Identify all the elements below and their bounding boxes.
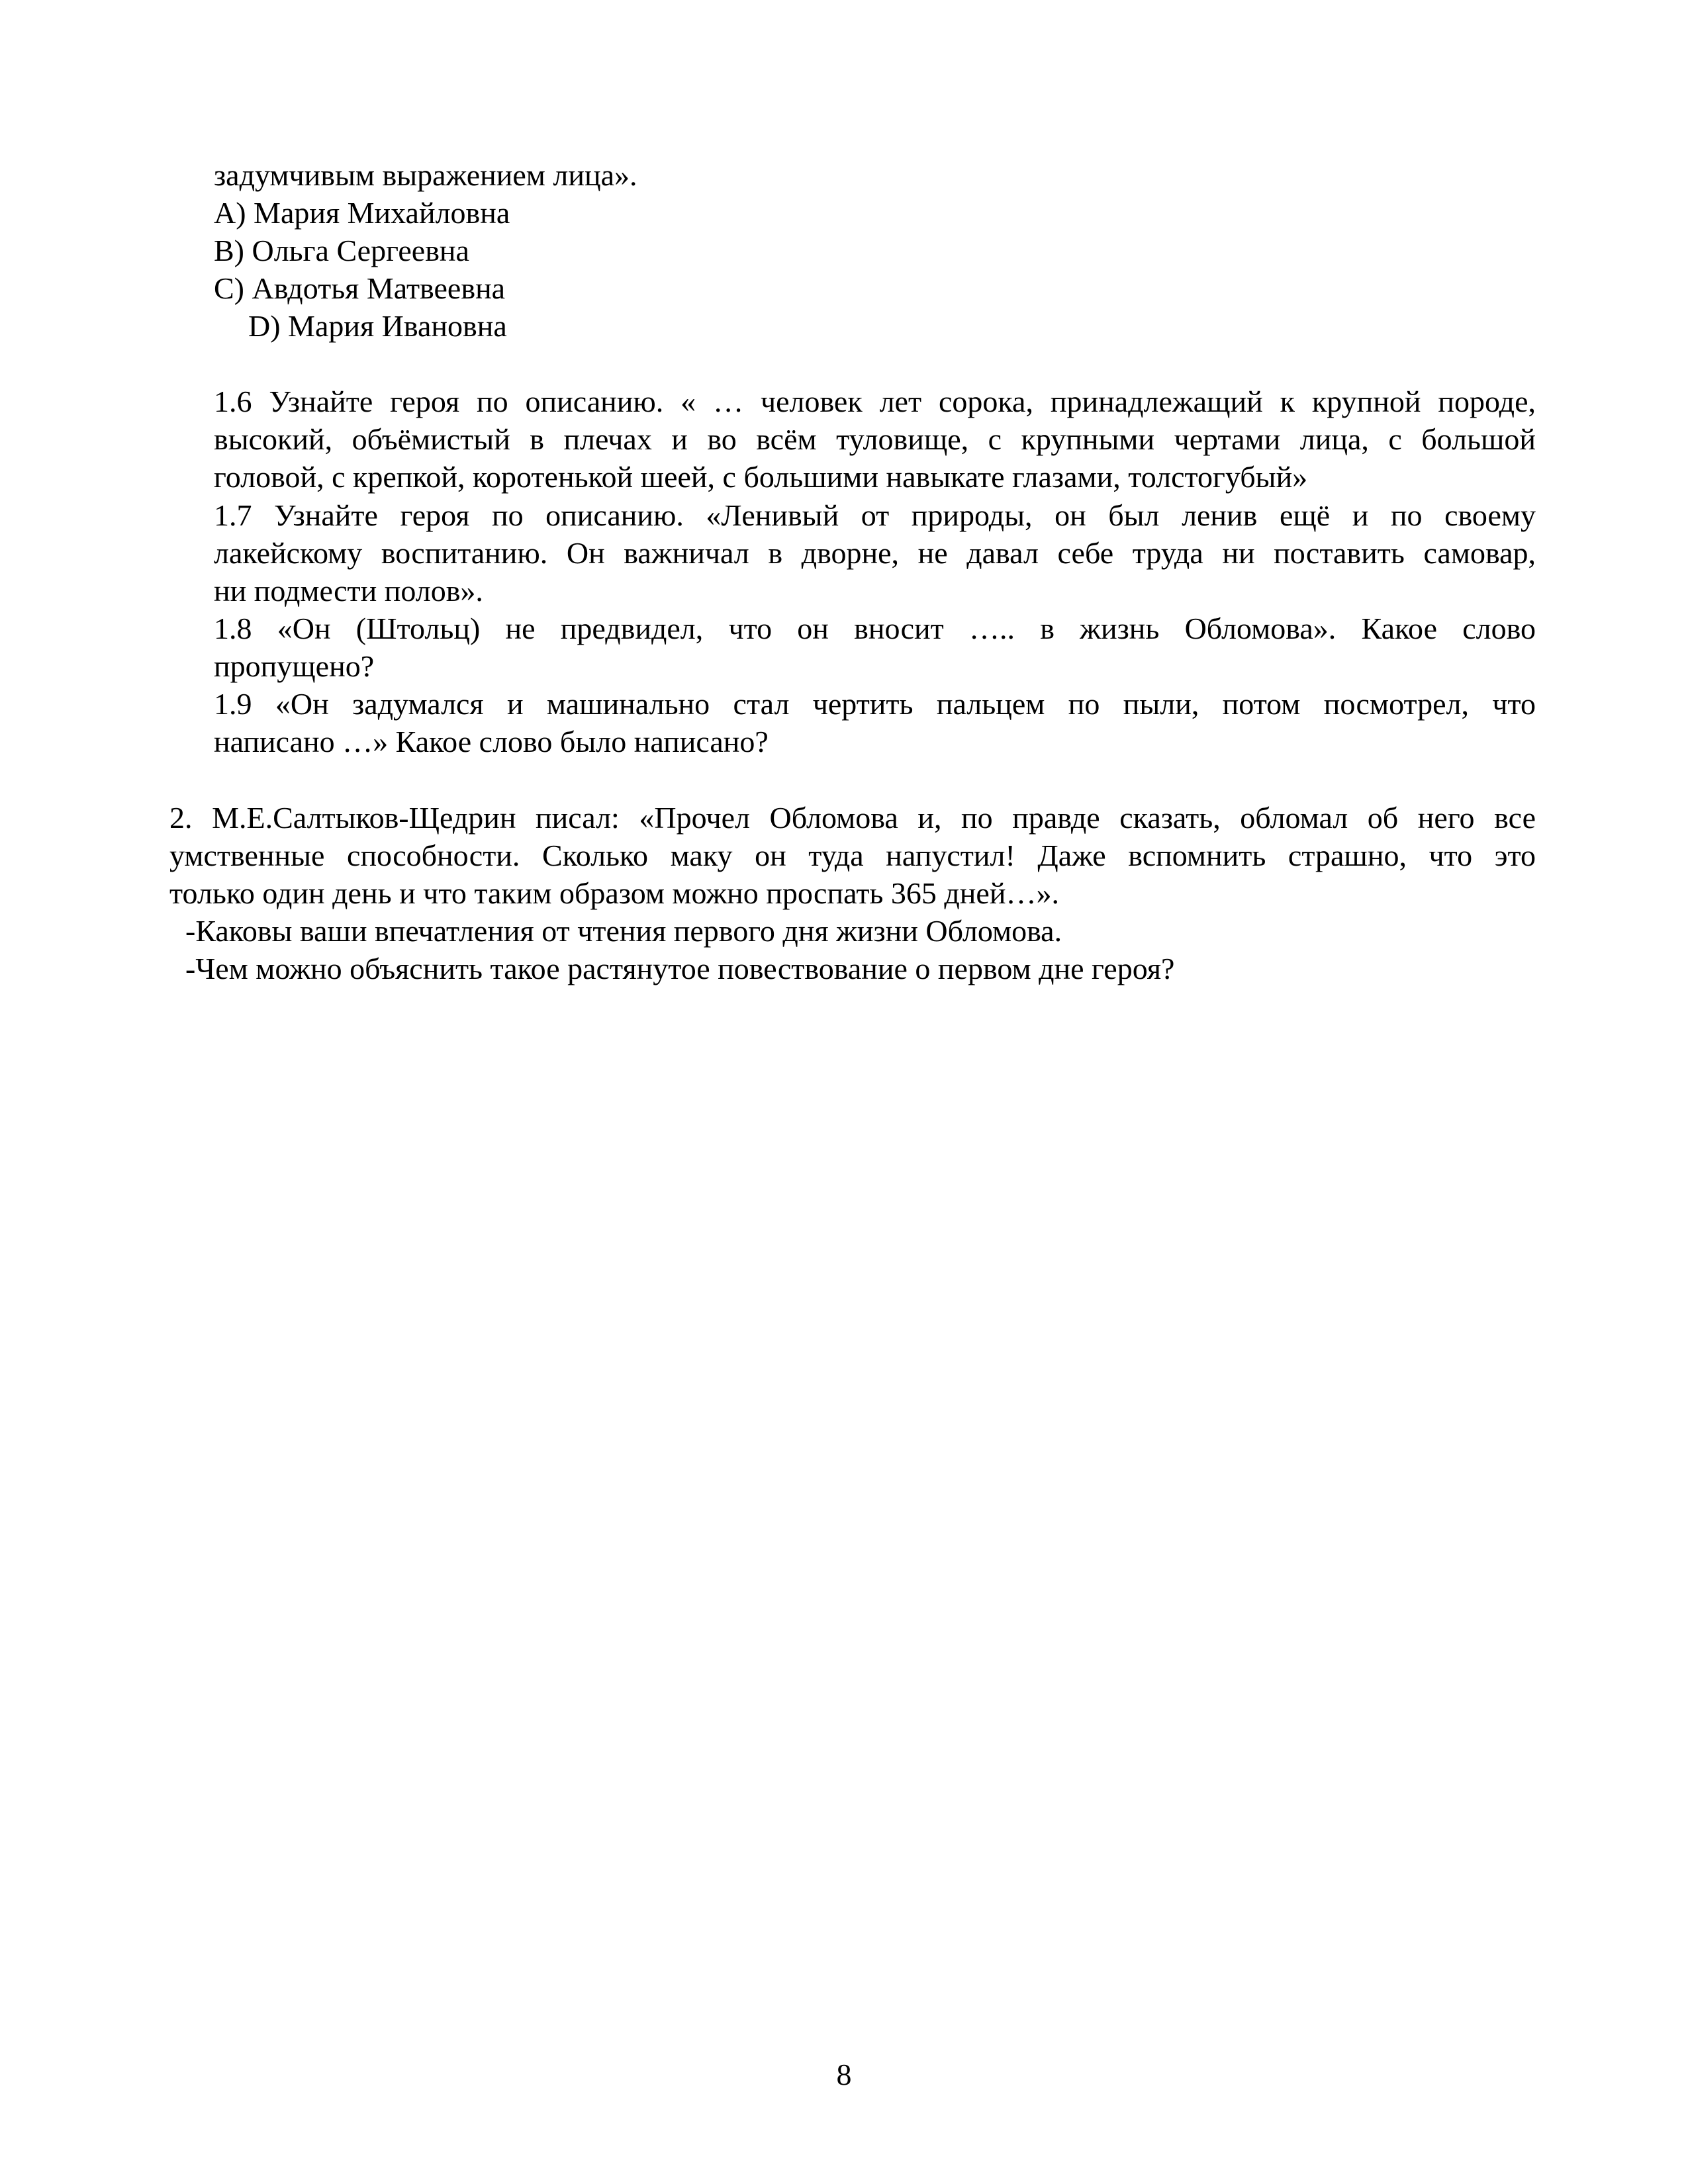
question-1-7-line-2: лакейскому воспитанию. Он важничал в дворне, не давал себе труда ни поставить самовар, <box>214 536 1536 570</box>
answer-option-c: C) Авдотья Матвеевна <box>214 271 506 305</box>
question-2-sub-question-2: -Чем можно объяснить такое растянутое повествование о первом дне героя? <box>185 952 1175 985</box>
answer-option-a: A) Мария Михайловна <box>214 196 510 230</box>
question-1-9 <box>214 685 1536 760</box>
question-1-9-line-1: 1.9 «Он задумался и машинально стал чертить пальцем по пыли, потом посмотрел, что <box>214 687 1536 721</box>
answer-option-d: D) Мария Ивановна <box>248 309 507 343</box>
question-1-8-line-2: пропущено? <box>214 649 375 683</box>
question-2-line-2: умственные способности. Сколько маку он туда напустил! Даже вспомнить страшно, что это <box>169 839 1536 872</box>
question-1-6-line-2: высокий, объёмистый в плечах и во всём туловище, с крупными чертами лица, с большой <box>214 422 1536 456</box>
question-1-6-line-3: головой, с крепкой, коротенькой шеей, с большими навыкате глазами, толстогубый» <box>214 460 1308 494</box>
answer-option-b: B) Ольга Сергеевна <box>214 234 469 267</box>
question-1-5-continuation <box>214 156 1405 345</box>
continuation-line: задумчивым выражением лица». <box>214 158 637 192</box>
page-number: 8 <box>836 2058 852 2091</box>
question-1-8 <box>214 610 1536 685</box>
question-1-6-line-1: 1.6 Узнайте героя по описанию. « … человек лет сорока, принадлежащий к крупной породе, <box>214 385 1536 418</box>
question-1-7-line-1: 1.7 Узнайте героя по описанию. «Ленивый от природы, он был ленив ещё и по своему <box>214 498 1536 532</box>
question-2-line-3: только один день и что таким образом можно проспать 365 дней…». <box>169 876 1059 910</box>
question-2-sub-question-1: -Каковы ваши впечатления от чтения первого дня жизни Обломова. <box>185 914 1062 948</box>
question-1-8-line-1: 1.8 «Он (Штольц) не предвидел, что он вносит ….. в жизнь Обломова». Какое слово <box>214 612 1536 645</box>
question-1-9-line-2: написано …» Какое слово было написано? <box>214 725 769 758</box>
question-2-line-1: 2. М.Е.Салтыков-Щедрин писал: «Прочел Обломова и, по правде сказать, обломал об него все <box>169 801 1536 835</box>
question-1-6 <box>214 383 1536 496</box>
question-1-7 <box>214 496 1536 610</box>
question-1-7-line-3: ни подмести полов». <box>214 574 483 608</box>
question-2 <box>169 799 1536 987</box>
